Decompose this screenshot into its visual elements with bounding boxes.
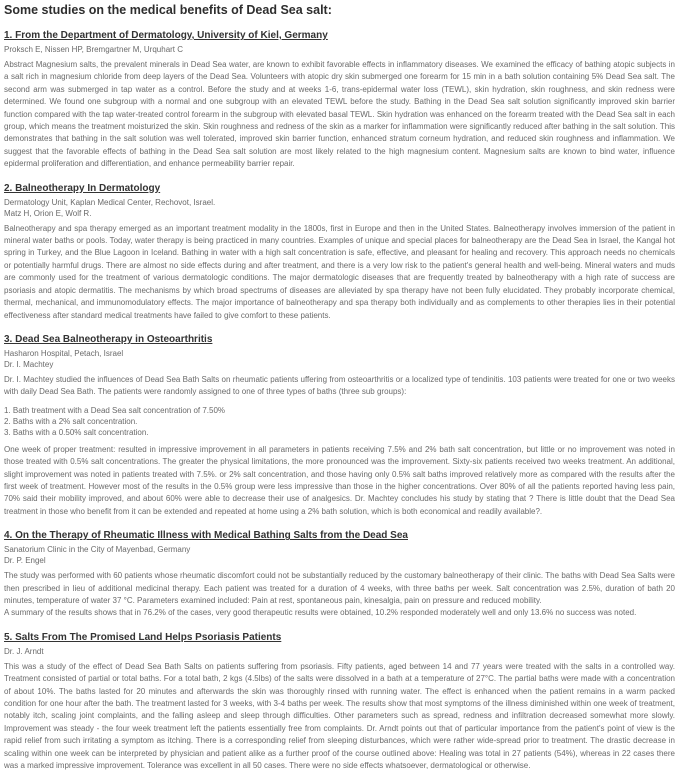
paragraph: One week of proper treatment: resulted in impressive improvement in all parameters in patients receiving 7.5% and 2% bath salt concentration, but little or no improvement was noted in those treated with 0.5% salt concentrations. The greater the physical limitations, the more pronounced was the improvement. Sixty-six patients received two weeks treatment. An additional, slight improvement was noted in patients treated with 7.5%. or 2% salt concentration, and those having only 0.5% salt baths improved relatively more as compared with the results after the first week of treatment. However most of the results in the 0.5% group were less impressive than those in the higher concentrations. Over 80% of all the patients reported having less pain, 70% said their mobility improved, and about 60% were able to decrease their use of analgesics. Dr. Machtey concludes his study by stating that ? There is little doubt that the Dead Sea treatment in those who benefit from it can be extended and repeated at home using a 2% bath solution, which is both economical and readily available?. xyxy=(4,444,675,516)
author-line: Dr. I. Machtey xyxy=(4,359,54,369)
paragraph: The study was performed with 60 patients whose rheumatic discomfort could not be substantially reduced by the customary balneotherapy of their clinic. The baths with Dead Sea Salts were then prescribed in lieu of additional medicinal therapy. Each patient was treated for a duration of 4 weeks, with three baths per week. Salt concentration was 2.5%, duration of bath 20 minutes, temperature of water 37 °C. Parameters examined included: Pain at rest, spontaneous pain, kinesalgia, pain on pressure and reduced mobility. xyxy=(4,571,675,605)
section-rheumatic-illness xyxy=(4,530,675,620)
paragraph: A summary of the results shows that in 76.2% of the cases, very good therapeutic results were obtained, 10.2% responded moderately well and only 13.6% no success was noted. xyxy=(4,608,637,618)
author-line: Dr. J. Arndt xyxy=(4,646,44,656)
affiliation-line: Dermatology Unit, Kaplan Medical Center, Rechovot, Israel. xyxy=(4,197,216,207)
section-osteoarthritis xyxy=(4,334,675,518)
affiliation-line: Sanatorium Clinic in the City of Mayenbad, Germany xyxy=(4,545,191,555)
list-item: 1. Bath treatment with a Dead Sea salt concentration of 7.50% xyxy=(4,405,226,415)
author-line: Dr. P. Engel xyxy=(4,556,46,566)
section-dermatology-kiel xyxy=(4,30,675,171)
section-heading: 3. Dead Sea Balneotherapy in Osteoarthritis xyxy=(4,333,213,345)
section-balneotherapy-dermatology xyxy=(4,183,675,322)
section-heading: 5. Salts From The Promised Land Helps Psoriasis Patients xyxy=(4,631,282,643)
author-line: Proksch E, Nissen HP, Bremgartner M, Urquhart C xyxy=(4,45,184,54)
paragraph: Balneotherapy and spa therapy emerged as an important treatment modality in the 1800s, first in Europe and then in the United States. Balneotherapy involves immersion of the patient in mineral water baths or pools. Today, water therapy is being practiced in many countries. Examples of unique and special places for balneotherapy are the Dead Sea in Israel, the Kangal hot spring in Turkey, and the Blue Lagoon in Iceland. Bathing in water with a high salt concentration is safe, effective, and pleasant for healing and recovery. This approach needs no chemicals or potentially harmful drugs. There are almost no side effects during and after treatment, and there is a very low risk to the patient's general health and well-being. Mineral waters and muds are commonly used for the treatment of various dermatologic conditions. The major dermatologic diseases that are frequently treated by balneotherapy with a high rate of success are psoriasis and atopic dermatitis. The mechanisms by which broad spectrums of diseases are alleviated by spa therapy have not been fully elucidated. They probably incorporate chemical, thermal, mechanical, and immunomodulatory effects. The major importance of balneotherapy and spa therapy both individually and as complements to other therapies lies in their potential effectiveness after standard medical treatments have failed to give comfort to these patients. xyxy=(4,223,675,320)
list-item: 2. Baths with a 2% salt concentration. xyxy=(4,416,138,426)
list-item: 3. Baths with a 0.50% salt concentration. xyxy=(4,427,149,437)
section-heading: 2. Balneotherapy In Dermatology xyxy=(4,182,161,194)
affiliation-line: Hasharon Hospital, Petach, Israel xyxy=(4,348,124,358)
section-heading: 1. From the Department of Dermatology, University of Kiel, Germany xyxy=(4,30,328,41)
paragraph: Dr. I. Machtey studied the influences of Dead Sea Bath Salts on rheumatic patients uffering from osteoarthritis or a localized type of tendinitis. 103 patients were treated for one or two weeks with daily Dead Sea Bath. The patients were randomly assigned to one of three types of baths (three sub groups): xyxy=(4,374,675,397)
section-heading: 4. On the Therapy of Rheumatic Illness with Medical Bathing Salts from the Dead Sea xyxy=(4,530,408,542)
paragraph: This was a study of the effect of Dead Sea Bath Salts on patients suffering from psoriasis. Fifty patients, aged between 14 and 77 years were treated with the salts in a controlled way. Treatment consisted of partial or total baths. For a total bath, 2 kgs (4.5lbs) of the salts were dissolved in a bath at a temperature of 27°C. The partial baths were made with a concentration of about 10%. The baths lasted for 20 minutes and afterwards the skin was thoroughly rinsed with running water. The effect is enhanced when the patient remains in a warm packed condition for one hour after the bath. The treatment lasted for 3 weeks, with 3-4 baths per week. The results show that most symptoms of the illness diminished within one week of treatment, notably itch, scaling joint complaints, and the falling asleep and sleep through difficulties. Other parameters such as spread, redness and infiltration decreased somewhat more slowly. Improvement was steady - the four week treatment left the patients essentially free from complaints. Dr. Arndt points out that of particular importance from the patient's point of view is the rapid relief from such irritating a symptom as itching. There is a corresponding relief from sleeping disturbances, which were rather wide-spread prior to treatment. The drastic decrease in scaling within one week can be interpreted by physician and patient alike as a further proof of the course outlined above: Healing was total in 27 patients (54%), whereas in 22 cases there was a marked impressive improvement. Tolerance was excellent in all 50 cases. There were no side effects whatsoever, dermatological or otherwise. xyxy=(4,661,675,771)
author-line: Matz H, Orion E, Wolf R. xyxy=(4,208,92,218)
page-title: Some studies on the medical benefits of Dead Sea salt: xyxy=(4,3,332,17)
paragraph: Abstract Magnesium salts, the prevalent minerals in Dead Sea water, are known to exhibit favorable effects in inflammatory diseases. We examined the efficacy of bathing atopic subjects in a salt rich in magnesium chloride from deep layers of the Dead Sea. Volunteers with atopic dry skin submerged one forearm for 15 min in a bath solution containing 5% Dead Sea salt. The second arm was submerged in tap water as a control. Before the study and at weeks 1-6, trans-epidermal water loss (TEWL), skin hydration, skin roughness, and skin redness were determined. We found one subgroup with a normal and one subgroup with an elevated TEWL before the study. Bathing in the Dead Sea salt solution significantly improved skin barrier function compared with the tap water-treated control forearm in the subgroup with elevated basal TEWL. Skin hydration was enhanced on the forearm treated with the Dead Sea salt in each group, which means the treatment moisturized the skin. Skin roughness and redness of the skin as a marker for inflammation were significantly reduced after bathing in the salt solution. This demonstrates that bathing in the salt solution was well tolerated, improved skin barrier function, enhanced stratum corneum hydration, and reduced skin roughness and inflammation. We suggest that the favorable effects of bathing in the Dead Sea salt solution are most likely related to the high magnesium content. Magnesium salts are known to bind water, influence epidermal proliferation and differentiation, and enhance permeability barrier repair. xyxy=(4,60,675,169)
bath-groups-list xyxy=(4,405,675,438)
